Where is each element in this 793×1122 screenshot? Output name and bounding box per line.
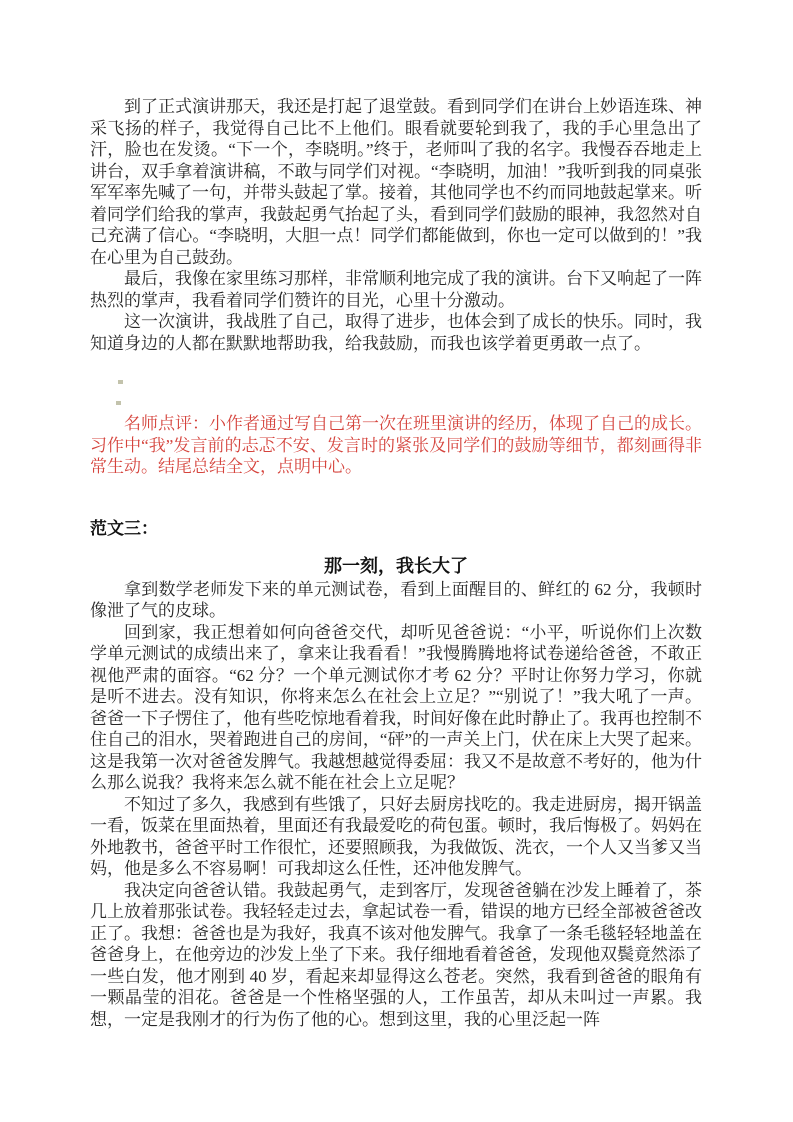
essay3-paragraph-1: 拿到数学老师发下来的单元测试卷，看到上面醒目的、鲜红的 62 分，我顿时像泄了气的皮球。 bbox=[90, 579, 702, 620]
teacher-comment: 名师点评：小作者通过写自己第一次在班里演讲的经历，体现了自己的成长。习作中“我”发言前的忐忑不安、发言时的紧张及同学们的鼓励等细节，都刻画得非常生动。结尾总结全文，点明中心。 bbox=[90, 414, 702, 476]
blank-space bbox=[90, 354, 702, 413]
stray-paragraph-mark-icon bbox=[116, 401, 121, 405]
stray-paragraph-mark-icon bbox=[118, 380, 123, 384]
essay3-paragraph-3: 不知过了多久，我感到有些饿了，只好去厨房找吃的。我走进厨房，揭开锅盖一看，饭菜在里面热着，里面还有我最爱吃的荷包蛋。顿时，我后悔极了。妈妈在外地教书，爸爸平时工作很忙，还要照顾我，为我做饭、洗衣，一个人又当爹又当妈，他是多么不容易啊！可我却这么任性，还冲他发脾气。 bbox=[90, 794, 702, 878]
essay3-paragraph-4: 我决定向爸爸认错。我鼓起勇气，走到客厅，发现爸爸躺在沙发上睡着了，茶几上放着那张试卷。我轻轻走过去，拿起试卷一看，错误的地方已经全部被爸爸改正了。我想：爸爸也是为我好，我真不该对他发脾气。我拿了一条毛毯轻轻地盖在爸爸身上，在他旁边的沙发上坐了下来。我仔细地看着爸爸，发现他双鬓竟然添了一些白发，他才刚到 40 岁，看起来却显得这么苍老。突然，我看到爸爸的眼角有一颗晶莹的泪花。爸爸是一个性格坚强的人，工作虽苦，却从未叫过一声累。我想，一定是我刚才的行为伤了他的心。想到这里，我的心里泛起一阵 bbox=[90, 880, 702, 1029]
page-content bbox=[90, 96, 702, 1030]
essay2-paragraph-2: 最后，我像在家里练习那样，非常顺利地完成了我的演讲。台下又响起了一阵热烈的掌声，我看着同学们赞许的目光，心里十分激动。 bbox=[90, 269, 702, 310]
essay-title: 那一刻，我长大了 bbox=[324, 555, 468, 576]
essay3-paragraph-2: 回到家，我正想着如何向爸爸交代，却听见爸爸说：“小平，听说你们上次数学单元测试的成绩出来了，拿来让我看看！”我慢腾腾地将试卷递给爸爸，不敢正视他严肃的面容。“62 分？一个单元测试你才考 62 分？平时让你努力学习，你就是听不进去。没有知识，你将来怎么在社会上立足？”“别说了！”我大吼了一声。爸爸一下子愣住了，他有些吃惊地看着我，时间好像在此时静止了。我再也控制不住自己的泪水，哭着跑进自己的房间，“砰”的一声关上门，伏在床上大哭了起来。这是我第一次对爸爸发脾气。我越想越觉得委屈：我又不是故意不考好的，他为什么那么说我？我将来怎么就不能在社会上立足呢？ bbox=[90, 622, 702, 792]
section-heading: 范文三： bbox=[90, 518, 158, 538]
essay2-paragraph-3: 这一次演讲，我战胜了自己，取得了进步，也体会到了成长的快乐。同时，我知道身边的人都在默默地帮助我，给我鼓励，而我也该学着更勇敢一点了。 bbox=[90, 312, 702, 353]
essay2-paragraph-1: 到了正式演讲那天，我还是打起了退堂鼓。看到同学们在讲台上妙语连珠、神采飞扬的样子，我觉得自己比不上他们。眼看就要轮到我了，我的手心里急出了汗，脸也在发烫。“下一个，李晓明。”终于，老师叫了我的名字。我慢吞吞地走上讲台，双手拿着演讲稿，不敢与同学们对视。“李晓明，加油！”我听到我的同桌张军军率先喊了一句，并带头鼓起了掌。接着，其他同学也不约而同地鼓起掌来。听着同学们给我的掌声，我鼓起勇气抬起了头，看到同学们鼓励的眼神，我忽然对自己充满了信心。“李晓明，大胆一点！同学们都能做到，你也一定可以做到的！”我在心里为自己鼓劲。 bbox=[90, 97, 702, 267]
